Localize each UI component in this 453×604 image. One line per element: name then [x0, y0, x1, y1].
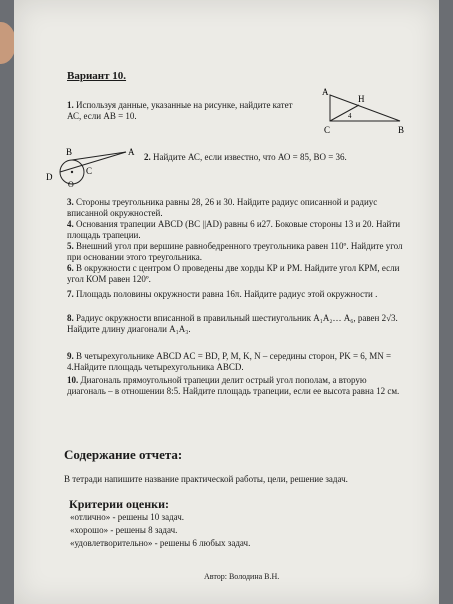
svg-text:С: С [324, 125, 331, 135]
report-title: Содержание отчета: [64, 447, 183, 462]
paper-sheet [14, 0, 439, 604]
task-5: 5. Внешний угол при вершине равнобедренного треугольника равен 110º. Найдите угол при основании этого треугольника. [67, 241, 403, 262]
task-10: 10. Диагональ прямоугольной трапеции делит острый угол пополам, а вторую диагональ – в отношении 8:5. Найдите площадь трапеции, если ее высота равна 12 см. [67, 375, 400, 396]
criteria-item: «отлично» - решены 10 задач. [70, 512, 185, 522]
task-6: 6. В окружности с центром О проведены две хорды КР и РМ. Найдите угол КРМ, если угол КОМ равен 120º. [67, 263, 400, 284]
report-text: В тетради напишите название практической работы, цели, решение задач. [64, 474, 348, 484]
task-7: 7. Площадь половины окружности равна 16π. Найдите радиус этой окружности . [67, 289, 378, 299]
svg-text:D: D [46, 172, 53, 182]
task-4: 4. Основания трапеции ABCD (ВС ||AD) равны 6 и27. Боковые стороны 13 и 20. Найти площадь трапеции. [67, 219, 401, 240]
task-9: 9. В четырехугольнике ABCD AC = BD, P, M, K, N – середины сторон, PK = 6, MN = 4.Найдите площадь четырехугольника ABCD. [67, 351, 392, 372]
svg-text:Н: Н [358, 94, 365, 104]
task-1: 1. Используя данные, указанные на рисунке, найдите катет АС, если АВ = 10. [67, 100, 293, 121]
svg-text:В: В [66, 147, 73, 157]
svg-text:С: С [86, 166, 93, 176]
criteria-item: «удовлетворительно» - решены 6 любых задач. [70, 538, 251, 548]
svg-text:А: А [322, 87, 329, 97]
task-2: 2. Найдите АС, если известно, что АО = 85, ВО = 36. [144, 152, 347, 162]
task-8: 8. Радиус окружности вписанной в правильный шестиугольник А₁А₂… А₆, равен 2√3. Найдите длину диагонали А₁А₃. [67, 313, 398, 334]
circle-tangent-figure [42, 142, 142, 192]
triangle-figure [314, 85, 424, 140]
svg-text:O: O [68, 180, 74, 189]
task-3: 3. Стороны треугольника равны 28, 26 и 30. Найдите радиус описанной и радиус вписанной окружностей. [67, 197, 378, 218]
author-line: Автор: Володина В.Н. [204, 572, 280, 581]
criteria-title: Критерии оценки: [69, 497, 169, 511]
svg-text:В: В [398, 125, 405, 135]
criteria-item: «хорошо» - решены 8 задач. [70, 525, 178, 535]
svg-text:4: 4 [348, 112, 352, 120]
variant-title: Вариант 10. [67, 70, 127, 82]
svg-text:А: А [128, 147, 135, 157]
